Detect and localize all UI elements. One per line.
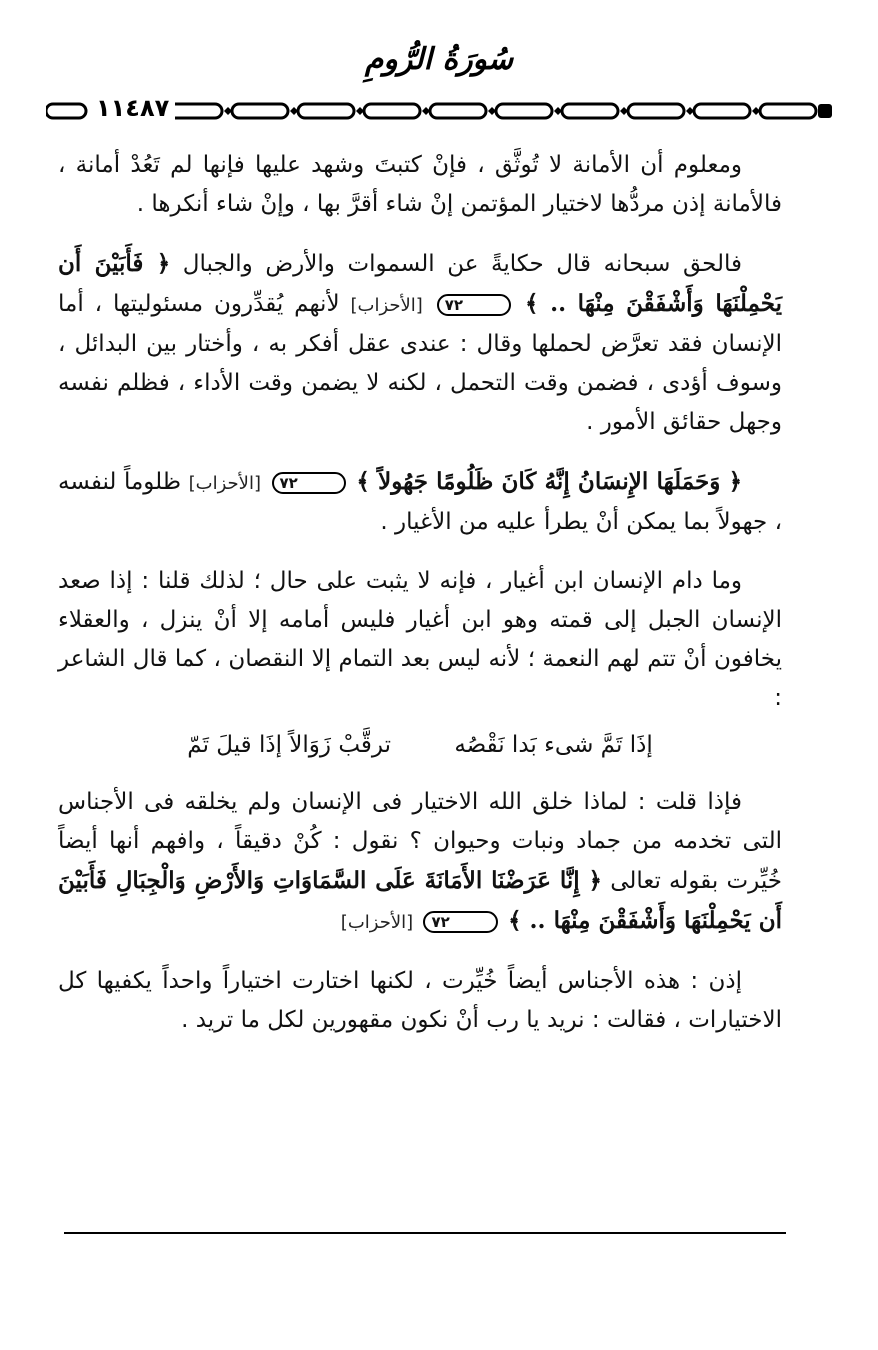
ayah-number: ٧٢ xyxy=(272,472,346,494)
surah-reference: [الأحزاب] xyxy=(340,912,414,933)
paragraph-2 xyxy=(58,244,782,442)
ayah-number: ٧٢ xyxy=(437,294,511,316)
surah-reference: [الأحزاب] xyxy=(350,295,423,316)
paragraph-text: إذن : هذه الأجناس أيضاً خُيِّرت ، لكنها اختارت اختياراً واحداً يكفيها كل الاختيارات ، فقالت : نريد يا رب أنْ نكون مقهورين لكل ما تريد . xyxy=(58,968,782,1033)
paragraph-text: فإذا قلت : لماذا خلق الله الاختيار فى الإنسان ولم يخلقه فى الأجناس التى تخدمه من جماد ونبات وحيوان ؟ نقول : كُنْ دقيقاً ، وافهم أنها أيضاً خُيِّرت بقوله تعالى xyxy=(58,789,782,894)
quran-verse: ﴿ إِنَّا عَرَضْنَا الأَمَانَةَ عَلَى السَّمَاوَاتِ وَالأَرْضِ وَالْجِبَالِ فَأَبَيْنَ أَن يَحْمِلْنَهَا وَأَشْفَقْنَ مِنْهَا .. ﴾ xyxy=(58,867,782,934)
paragraph-4 xyxy=(58,562,782,718)
paragraph-1 xyxy=(58,146,782,224)
surah-reference: [الأحزاب] xyxy=(188,473,261,494)
footer-divider xyxy=(64,1232,786,1234)
page-body xyxy=(58,146,782,1060)
ayah-number: ٧٢ xyxy=(423,911,497,933)
paragraph-text: فالحق سبحانه قال حكايةً عن السموات والأرض والجبال xyxy=(182,251,743,277)
quran-verse: ﴿ وَحَمَلَهَا الإِنسَانُ إِنَّهُ كَانَ ظَلُومًا جَهُولاً ﴾ xyxy=(356,468,743,495)
poem-hemistich-2: ترقَّبْ زَوَالاً إذَا قيلَ تَمّ xyxy=(187,732,391,758)
paragraph-6 xyxy=(58,962,782,1040)
poem-verse xyxy=(58,726,782,765)
poem-hemistich-1: إذَا تَمَّ شىء بَدا نَقْصُه xyxy=(454,732,653,758)
quran-verse: ﴿ فَأَبَيْنَ أَن يَحْمِلْنَهَا وَأَشْفَقْنَ مِنْهَا .. ﴾ xyxy=(58,250,783,317)
paragraph-text: ومعلوم أن الأمانة لا تُوثَّق ، فإنْ كتبتَ وشهد عليها فإنها لم تَعُدْ أمانة ، فالأمانة إذن مردُّها لاختيار المؤتمن إنْ شاء أقرَّ بها ، وإنْ شاء أنكرها . xyxy=(58,152,782,217)
paragraph-3 xyxy=(58,462,782,542)
paragraph-text: لأنهم يُقدِّرون مسئوليتها ، أما الإنسان فقد تعرَّض لحملها وقال : عندى عقل أفكر به ، وأختار بين البدائل ، وسوف أؤدى ، فضمن وقت التحمل ، لكنه لا يضمن وقت الأداء ، فظلم نفسه وجهل حقائق الأمور . xyxy=(58,291,782,435)
page-number: ١١٤٨٧ xyxy=(90,94,175,122)
paragraph-5 xyxy=(58,783,782,942)
paragraph-text: وما دام الإنسان ابن أغيار ، فإنه لا يثبت على حال ؛ لذلك قلنا : إذا صعد الإنسان الجبل إلى قمته وهو ابن أغيار فليس أمامه إلا أنْ ينزل ، والعقلاء يخافون أنْ تتم لهم النعمة ؛ لأنه ليس بعد التمام إلا النقصان ، كما قال الشاعر : xyxy=(58,568,782,711)
surah-title: سُورَةُ الرُّومِ xyxy=(364,42,514,77)
paragraph-text: ظلوماً لنفسه ، جهولاً بما يمكن أنْ يطرأ عليه من الأغيار . xyxy=(58,469,782,535)
